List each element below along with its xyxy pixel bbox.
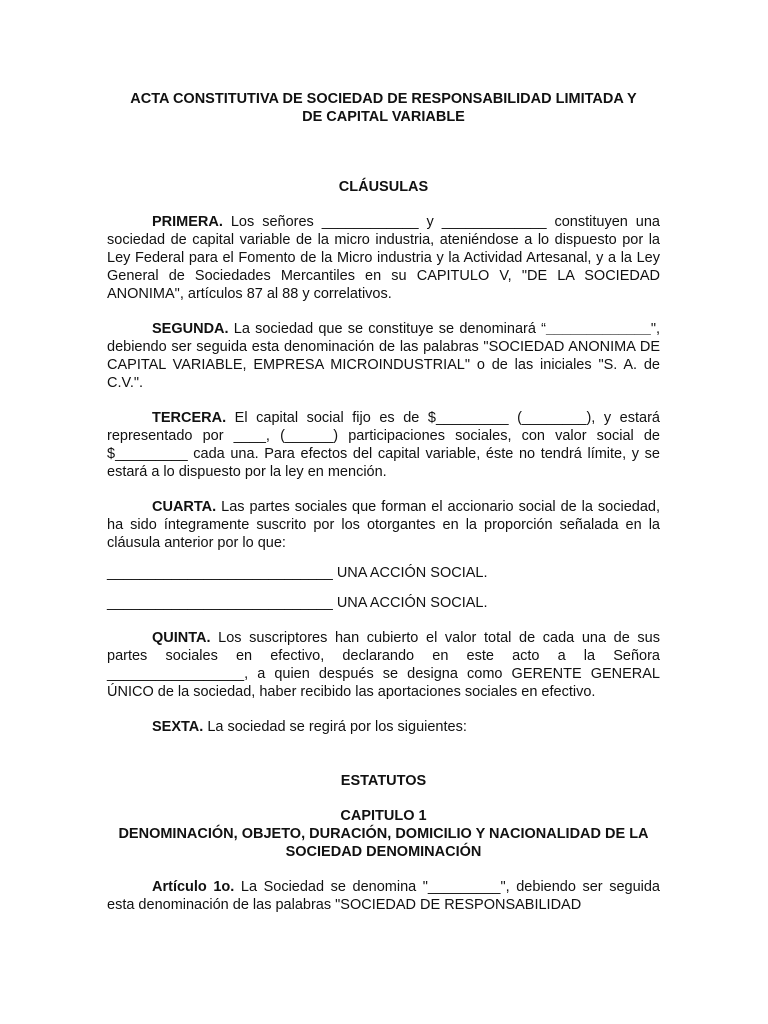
clause-sexta-label: SEXTA. — [152, 719, 204, 735]
capitulo-heading: CAPITULO 1 — [340, 808, 427, 824]
document-title-line2: DE CAPITAL VARIABLE — [302, 109, 465, 125]
clause-sexta-text: La sociedad se regirá por los siguientes: — [203, 719, 467, 735]
articulo-1-label: Artículo 1o. — [152, 879, 235, 895]
clause-quinta-label: QUINTA. — [152, 630, 211, 646]
clause-segunda — [107, 320, 660, 392]
clausulas-heading: CLÁUSULAS — [338, 179, 429, 195]
clause-cuarta-text: Las partes sociales que forman el accionario social de la sociedad, ha sido íntegramente suscrito por los otorgantes en la proporción señalada en la cláusula anterior por lo que: — [107, 499, 660, 551]
clause-cuarta — [107, 498, 660, 552]
clause-segunda-blank: _____________ — [545, 321, 651, 337]
document-page — [107, 90, 660, 914]
share-line-1: ____________________________ UNA ACCIÓN SOCIAL. — [107, 565, 488, 581]
estatutos-heading: ESTATUTOS — [340, 773, 427, 789]
clause-segunda-label: SEGUNDA. — [152, 321, 229, 337]
capitulo-subtitle: DENOMINACIÓN, OBJETO, DURACIÓN, DOMICILIO Y NACIONALIDAD DE LA SOCIEDAD DENOMINACIÓN — [118, 826, 649, 860]
clause-primera — [107, 213, 660, 303]
clause-segunda-text-after: ", debiendo ser seguida esta denominación de las palabras "SOCIEDAD ANONIMA DE CAPITAL VARIABLE, EMPRESA MICROINDUSTRIAL" o de las iniciales "S. A. de C.V.". — [107, 321, 660, 391]
clause-tercera-text: El capital social fijo es de $_________ (________), y estará representado por ____, (______) participaciones sociales, con valor social de $_________ cada una. Para efectos del capital variable, éste no tendrá límite, y se estará a lo dispuesto por la ley en mención. — [107, 410, 660, 480]
clause-cuarta-label: CUARTA. — [152, 499, 217, 515]
clause-quinta — [107, 629, 660, 701]
clause-tercera — [107, 409, 660, 481]
articulo-1 — [107, 878, 660, 914]
clause-sexta — [107, 718, 660, 736]
clause-quinta-text: Los suscriptores han cubierto el valor total de cada una de sus partes sociales en efectivo, declarando en este acto a la Señora _________________, a quien después se designa como GERENTE GENERAL ÚNICO de la sociedad, haber recibido las aportaciones sociales en efectivo. — [107, 630, 660, 700]
clause-segunda-text-before: La sociedad que se constituye se denominará “ — [228, 321, 546, 337]
clause-tercera-label: TERCERA. — [152, 410, 227, 426]
clause-primera-text: Los señores ____________ y _____________ constituyen una sociedad de capital variable de la micro industria, ateniéndose a lo dispuesto por la Ley Federal para el Fomento de la Micro industria y la Actividad Artesanal, y a la Ley General de Sociedades Mercantiles en su CAPITULO V, "DE LA SOCIEDAD ANONIMA", artículos 87 al 88 y correlativos. — [107, 214, 660, 302]
clause-primera-label: PRIMERA. — [152, 214, 223, 230]
articulo-1-text: La Sociedad se denomina "_________", debiendo ser seguida esta denominación de las palabras "SOCIEDAD DE RESPONSABILIDAD — [107, 879, 661, 913]
document-title-line1: ACTA CONSTITUTIVA DE SOCIEDAD DE RESPONSABILIDAD LIMITADA Y — [130, 91, 637, 107]
share-line-2: ____________________________ UNA ACCIÓN SOCIAL. — [107, 595, 488, 611]
